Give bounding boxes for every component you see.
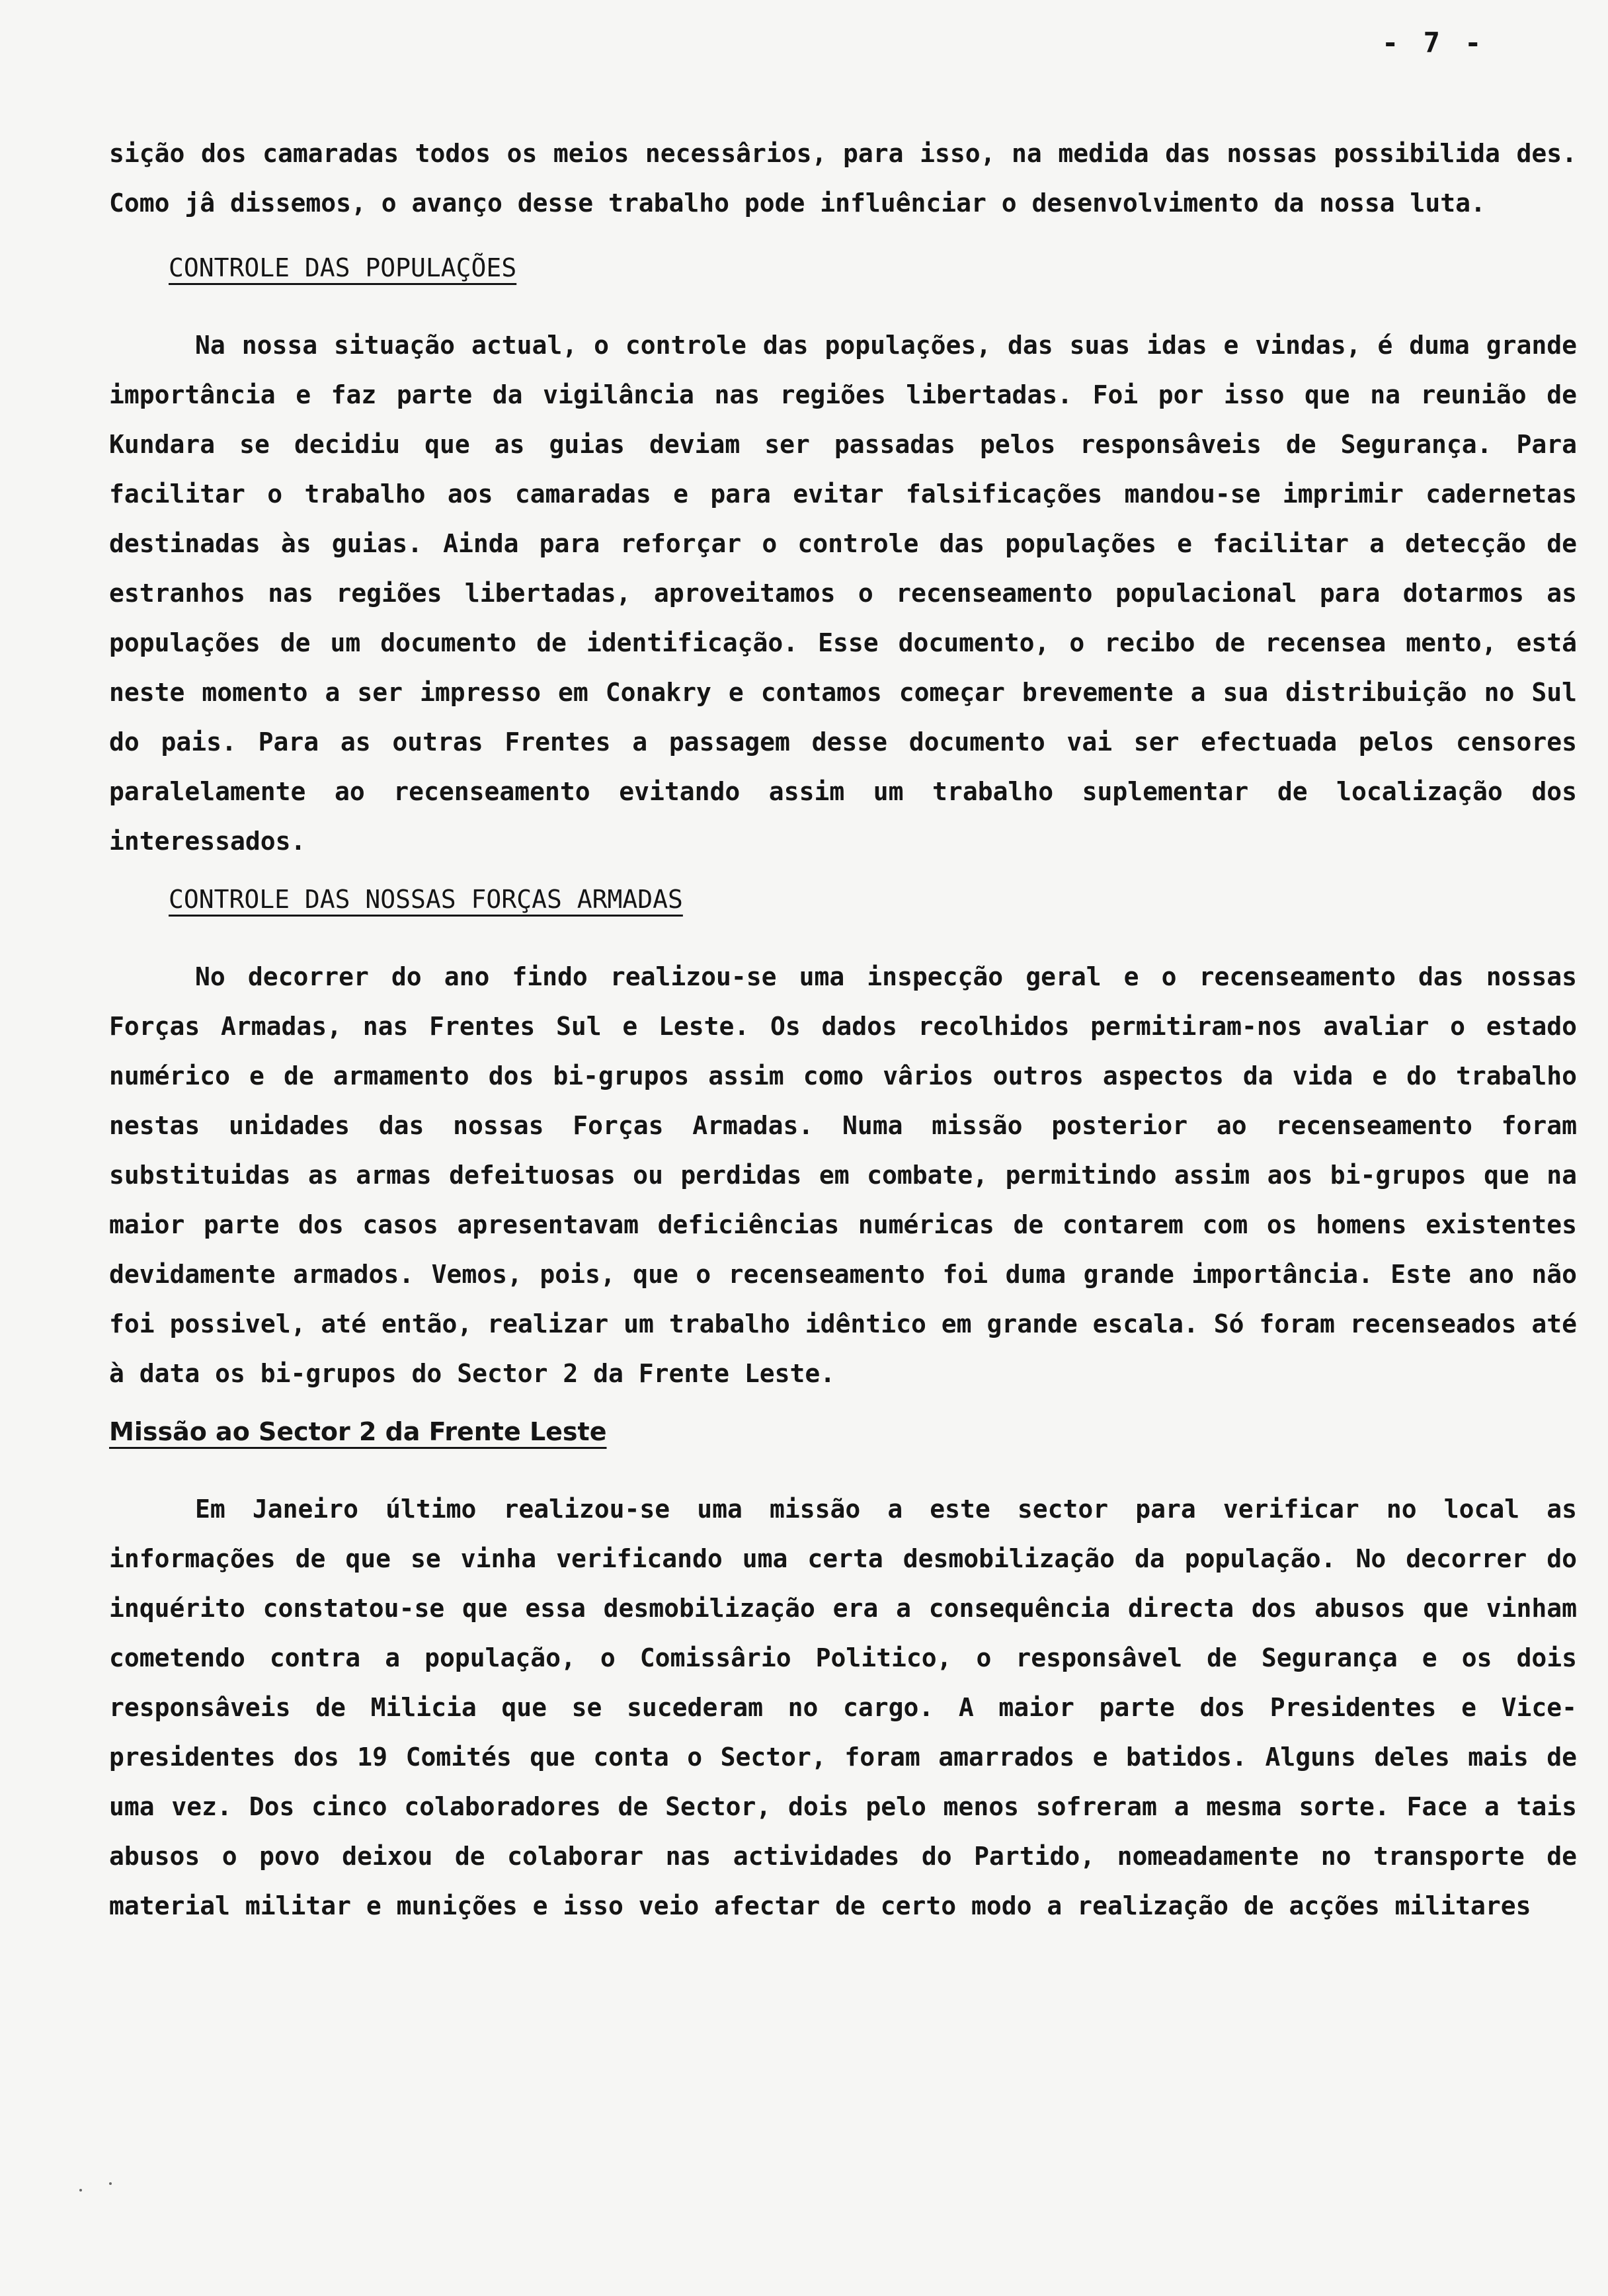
- scan-speck: [109, 2182, 112, 2185]
- section-heading-forcas-armadas: CONTROLE DAS NOSSAS FORÇAS ARMADAS: [169, 885, 683, 914]
- document-body: [109, 129, 1577, 1944]
- page-number: - 7 -: [1382, 26, 1486, 59]
- section-heading-missao: Missão ao Sector 2 da Frente Leste: [109, 1417, 607, 1446]
- section-heading-populacoes: CONTROLE DAS POPULAÇÕES: [169, 253, 517, 282]
- paragraph-intro: sição dos camaradas todos os meios necessârios, para isso, na medida das nossas possibilida des. Como jâ dissemos, o avanço desse trabalho pode influênciar o desenvolvimento da nossa luta.: [109, 139, 1577, 218]
- paragraph-missao: Em Janeiro último realizou-se uma missão a este sector para verificar no local as informações de que se vinha verificando uma certa desmobilização da população. No decorrer do inquérito constatou-se que essa desmobilização era a consequência directa dos abusos que vinham cometendo contra a população, o Comissârio Politico, o responsâvel de Segurança e os dois responsâveis de Milicia que se sucederam no cargo. A maior parte dos Presidentes e Vice-presidentes dos 19 Comités que conta o Sector, foram amarrados e batidos. Alguns deles mais de uma vez. Dos cinco colaboradores de Sector, dois pelo menos sofreram a mesma sorte. Face a tais abusos o povo deixou de colaborar nas actividades do Partido, nomeadamente no transporte de material militar e munições e isso veio afectar de certo modo a realização de acções militares: [109, 1495, 1577, 1920]
- paragraph-forcas-armadas: No decorrer do ano findo realizou-se uma inspecção geral e o recenseamento das nossas Forças Armadas, nas Frentes Sul e Leste. Os dados recolhidos permitiram-nos avaliar o estado numérico e de armamento dos bi-grupos assim como vârios outros aspectos da vida e do trabalho nestas unidades das nossas Forças Armadas. Numa missão posterior ao recenseamento foram substituidas as armas defeituosas ou perdidas em combate, permitindo assim aos bi-grupos que na maior parte dos casos apresentavam deficiências numéricas de contarem com os homens existentes devidamente armados. Vemos, pois, que o recenseamento foi duma grande importância. Este ano não foi possivel, até então, realizar um trabalho idêntico em grande escala. Só foram recenseados até à data os bi-grupos do Sector 2 da Frente Leste.: [109, 962, 1577, 1388]
- scan-speck: [79, 2189, 82, 2192]
- paragraph-populacoes: Na nossa situação actual, o controle das populações, das suas idas e vindas, é duma grande importância e faz parte da vigilância nas regiões libertadas. Foi por isso que na reunião de Kundara se decidiu que as guias deviam ser passadas pelos responsâveis de Segurança. Para facilitar o trabalho aos camaradas e para evitar falsificações mandou-se imprimir cadernetas destinadas às guias. Ainda para reforçar o controle das populações e facilitar a detecção de estranhos nas regiões libertadas, aproveitamos o recenseamento populacional para dotarmos as populações de um documento de identificação. Esse documento, o recibo de recensea mento, está neste momento a ser impresso em Conakry e contamos começar brevemente a sua distribuição no Sul do pais. Para as outras Frentes a passagem desse documento vai ser efectuada pelos censores paralelamente ao recenseamento evitando assim um trabalho suplementar de localização dos interessados.: [109, 331, 1577, 856]
